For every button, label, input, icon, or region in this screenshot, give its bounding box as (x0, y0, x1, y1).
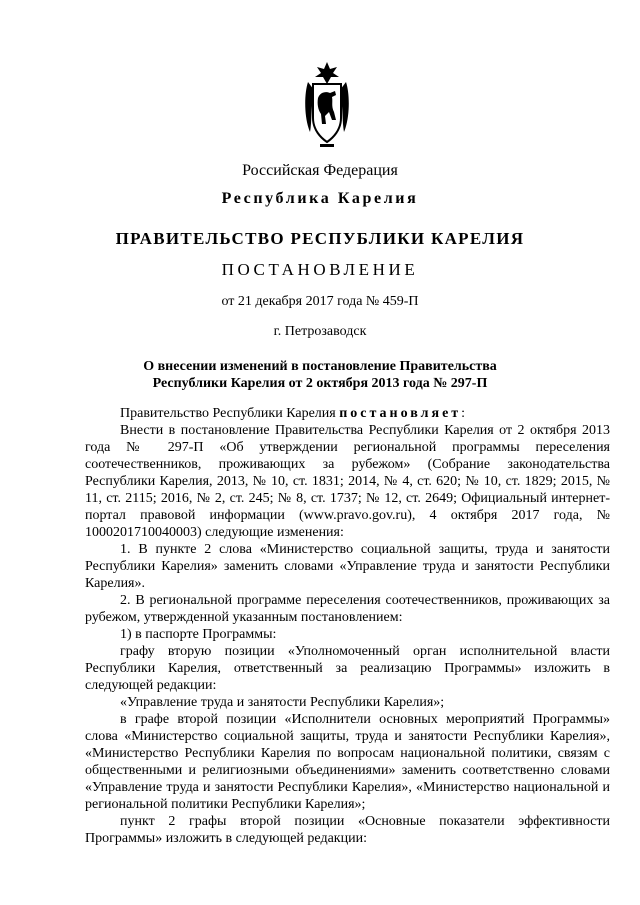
title-line-2: Республики Карелия от 2 октября 2013 года № 297-П (152, 376, 488, 391)
intro-prefix: Правительство Республики Карелия (120, 406, 340, 421)
country-name: Российская Федерация (242, 162, 398, 179)
document-type: ПОСТАНОВЛЕНИЕ (221, 260, 419, 279)
document-body (85, 405, 610, 847)
title-line-1: О внесении изменений в постановление Правительства (143, 359, 497, 374)
intro-resolves: постановляет (339, 406, 462, 421)
republic-name: Республика Карелия (221, 190, 419, 207)
intro-suffix: : (461, 406, 466, 421)
paragraph-3: 2. В региональной программе переселения соотечественников, проживающих за рубежом, утвержденной указанным постановлением: (85, 593, 610, 625)
karelia-coat-of-arms-icon (302, 60, 352, 150)
paragraph-2: 1. В пункте 2 слова «Министерство социальной защиты, труда и занятости Республики Карелия» заменить словами «Управление труда и занятости Республики Карелия». (85, 542, 610, 591)
city: г. Петрозаводск (273, 324, 367, 339)
paragraph-6: «Управление труда и занятости Республики Карелия»; (120, 695, 445, 710)
document-title (0, 358, 640, 392)
paragraph-1: Внести в постановление Правительства Республики Карелия от 2 октября 2013 года № 297-П «Об утверждении региональной программы переселения соотечественников, проживающих за рубежом» (Собрание законодательства Республики Карелия, 2013, № 10, ст. 1831; 2014, № 4, ст. 620; № 10, ст. 1829; 2015, № 11, ст. 2115; 2016, № 2, ст. 245; № 8, ст. 1737; № 12, ст. 2649; Официальный интернет-портал правовой информации (www.pravo.gov.ru), 4 октября 2017 года, № 1000201710040003) следующие изменения: (85, 423, 610, 540)
paragraph-4: 1) в паспорте Программы: (120, 627, 277, 642)
paragraph-8: пункт 2 графы второй позиции «Основные показатели эффективности Программы» изложить в следующей редакции: (85, 814, 610, 846)
paragraph-7: в графе второй позиции «Исполнители основных мероприятий Программы» слова «Министерство социальной защиты, труда и занятости Республики Карелия», «Министерство Республики Карелия по вопросам национальной политики, связям с общественными и религиозными объединениями» заменить соответственно словами «Управление труда и занятости Республики Карелия», «Министерство национальной и региональной политики Республики Карелия»; (85, 712, 610, 812)
paragraph-5: графу вторую позиции «Уполномоченный орган исполнительной власти Республики Карелия, ответственный за реализацию Программы» изложить в следующей редакции: (85, 644, 610, 693)
government-name: ПРАВИТЕЛЬСТВО РЕСПУБЛИКИ КАРЕЛИЯ (115, 229, 525, 248)
intro-paragraph (85, 405, 610, 422)
date-number: от 21 декабря 2017 года № 459-П (221, 294, 419, 309)
